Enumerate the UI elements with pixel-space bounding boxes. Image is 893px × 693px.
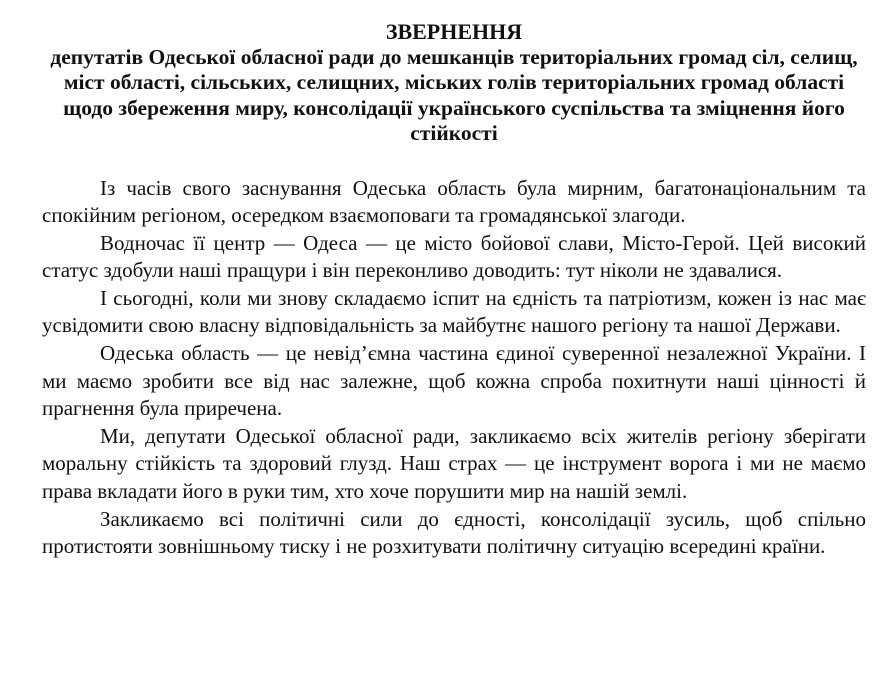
paragraph: Водночас її центр — Одеса — це місто бойової слави, Місто-Герой. Цей високий статус здобули наші пращури і він переконливо доводить: тут ніколи не здавалися. [42,230,866,283]
paragraph: Ми, депутати Одеської обласної ради, закликаємо всіх жителів регіону зберігати моральну стійкість та здоровий глузд. Наш страх — це інструмент ворога і ми не маємо права вкладати його в руки тим, хто хоче порушити мир на нашій землі. [42,423,866,504]
paragraph: Закликаємо всі політичні сили до єдності, консолідації зусиль, щоб спільно протистояти зовнішньому тиску і не розхитувати політичну ситуацію всередині країни. [42,506,866,559]
document-title: ЗВЕРНЕННЯ [385,19,523,44]
paragraph: І сьогодні, коли ми знову складаємо іспит на єдність та патріотизм, кожен із нас має усвідомити свою власну відповідальність за майбутнє нашого регіону та нашої Держави. [42,285,866,338]
paragraph: Одеська область — це невід’ємна частина єдиної суверенної незалежної України. І ми маємо зробити все від нас залежне, щоб кожна спроба похитнути наші цінності й прагнення була приречена. [42,341,866,421]
document-subtitle: депутатів Одеської обласної ради до мешканців територіальних громад сіл, селищ, міст області, сільських, селищних, міських голів територіальних громад області щодо збереження миру, консолідації українського суспільства та зміцнення його стійкості [50,44,858,145]
document-page [42,0,866,561]
document-body [42,175,866,561]
paragraph: Із часів свого заснування Одеська область була мирним, багатонаціональним та спокійним регіоном, осередком взаємоповаги та громадянської злагоди. [42,175,866,228]
